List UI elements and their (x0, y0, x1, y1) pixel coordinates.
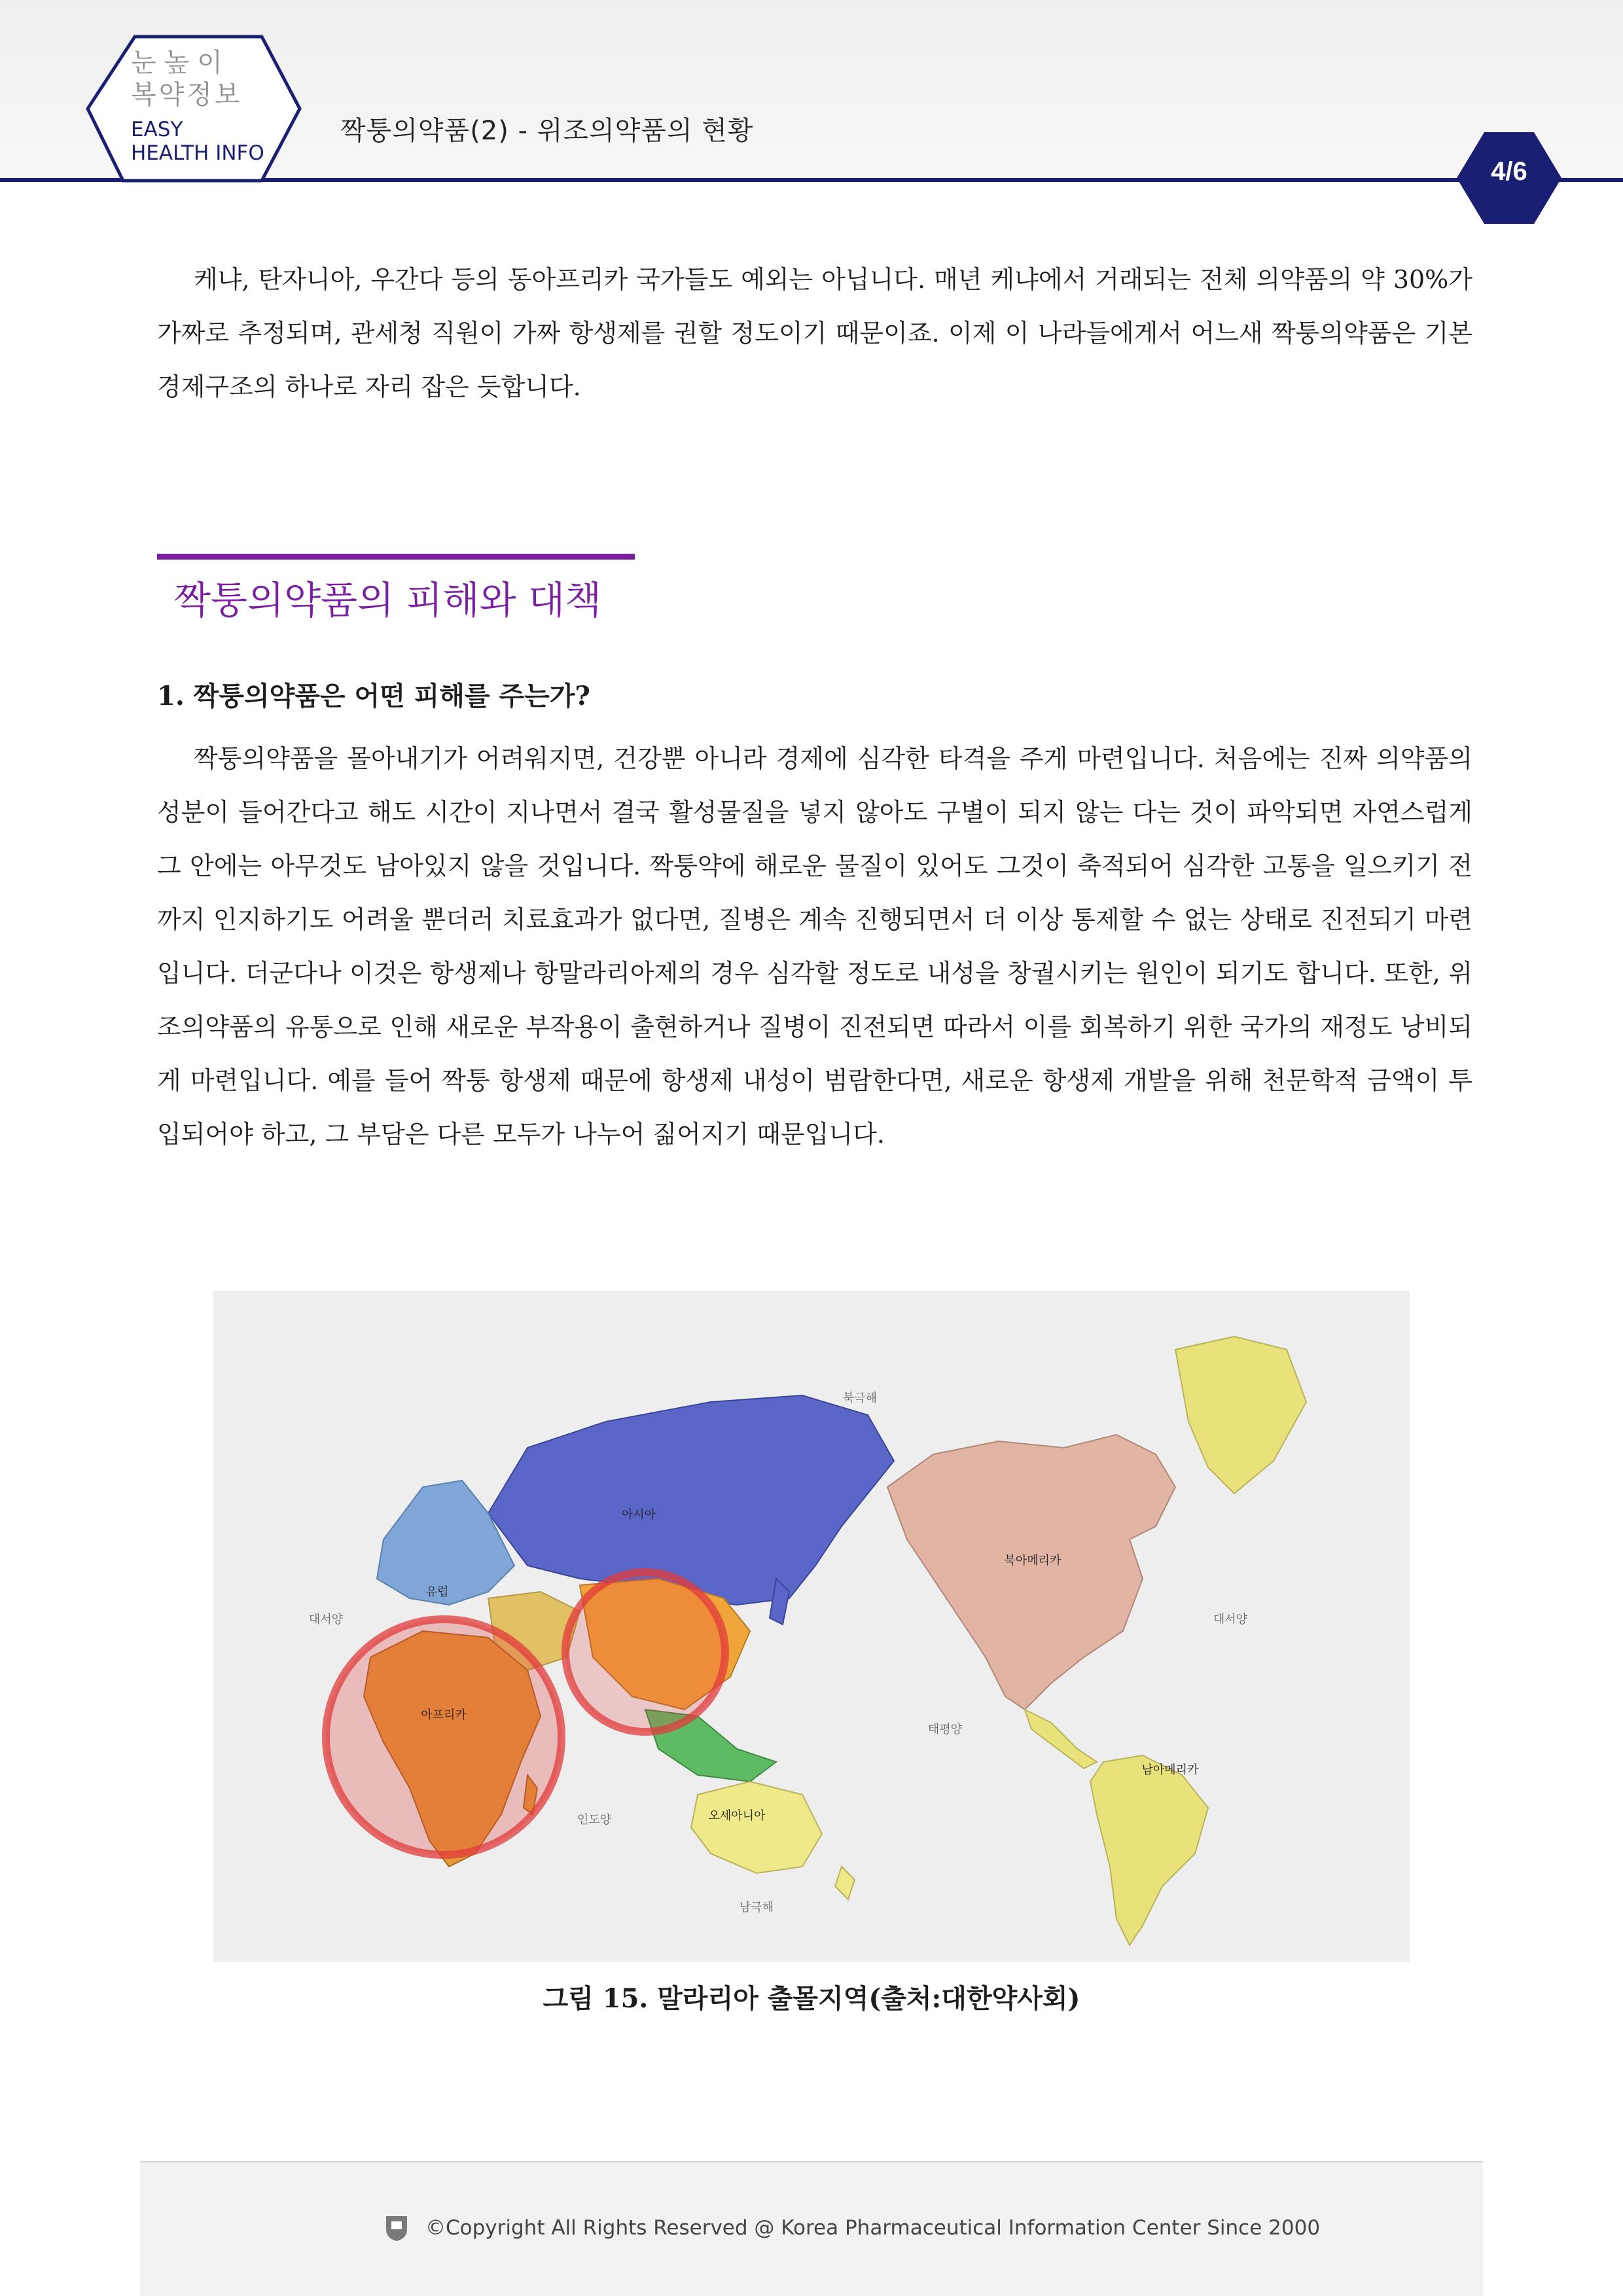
section-title: 짝퉁의약품의 피해와 대책 (174, 578, 602, 622)
body-paragraph: 짝퉁의약품을 몰아내기가 어려워지면, 건강뿐 아니라 경제에 심각한 타격을 주게 마련입니다. 처음에는 진짜 의약품의 성분이 들어간다고 해도 시간이 지나면서 결국 활성물질을 넣지 않아도 구별이 되지 않는 다는 것이 파악되면 자연스럽게 그 안에는 아무것도 남아있지 않을 것입니다. 짝퉁약에 해로운 물질이 있어도 그것이 축적되어 심각한 고통을 일으키기 전까지 인지하기도 어려울 뿐더러 치료효과가 없다면, 질병은 계속 진행되면서 더 이상 통제할 수 없는 상태로 진전되기 마련입니다. 더군다나 이것은 항생제나 항말라리아제의 경우 심각할 정도로 내성을 창궐시키는 원인이 되기도 합니다. 또한, 위조의약품의 유통으로 인해 새로운 부작용이 출현하거나 질병이 진전되면 따라서 이를 회복하기 위한 국가의 재정도 낭비되게 마련입니다. 예를 들어 짝퉁 항생제 때문에 항생제 내성이 범람한다면, 새로운 항생제 개발을 위해 천문학적 금액이 투입되어야 하고, 그 부담은 다른 모두가 나누어 짊어지기 때문입니다. (157, 744, 1472, 1149)
document-title: 짝퉁의약품(2) - 위조의약품의 현황 (340, 116, 754, 146)
greenland-shape (1175, 1336, 1306, 1494)
svg-text:오세아니아 (709, 1809, 766, 1823)
svg-text:대서양 (309, 1613, 344, 1626)
asia-highlight-ring (565, 1572, 725, 1732)
svg-text:태평양 (928, 1722, 963, 1736)
label-indian: 인도양 (577, 1813, 612, 1827)
intro-paragraph: 케냐, 탄자니아, 우간다 등의 동아프리카 국가들도 예외는 아닙니다. 매년 케냐에서 거래되는 전체 의약품의 약 30%가 가짜로 추정되며, 관세청 직원이 가짜 항생제를 권할 정도이기 때문이죠. 이제 이 나라들에게서 어느새 짝퉁의약품은 기본 경제구조의 하나로 자리 잡은 듯합니다. (157, 265, 1472, 401)
australia-shape (691, 1782, 822, 1873)
label-atlantic-west: 대서양 (308, 1613, 344, 1626)
africa-highlight-ring (326, 1619, 562, 1855)
world-map-figure (213, 1291, 1410, 1962)
copyright-text: ©Copyright All Rights Reserved @ Korea Pharmaceutical Information Center Since 2000 (425, 2216, 1321, 2240)
label-oceania: 오세아니아 (708, 1809, 766, 1823)
new-zealand-shape (835, 1867, 855, 1899)
section-accent-bar (157, 554, 635, 560)
shield-icon (383, 2214, 410, 2242)
label-europe: 유럽 (425, 1585, 449, 1599)
svg-text:인도양 (577, 1812, 612, 1827)
north-america-shape (887, 1435, 1175, 1710)
figure-caption: 그림 15. 말라리아 출몰지역(출처:대한약사회) (543, 1983, 1080, 2014)
svg-text:북극해 (843, 1391, 877, 1405)
label-pacific: 태평양 (927, 1723, 963, 1736)
label-arctic: 북극해 (842, 1391, 878, 1405)
label-africa: 아프리카 (421, 1708, 467, 1722)
south-america-shape (1090, 1755, 1208, 1945)
logo (131, 47, 281, 165)
svg-text:아프리카 (421, 1708, 467, 1722)
label-north-america: 북아메리카 (1004, 1554, 1061, 1568)
logo-line-4: HEALTH INFO (131, 141, 264, 165)
world-map (213, 1291, 1410, 1962)
svg-text:북아메리카 (1005, 1554, 1062, 1568)
central-america-shape (1025, 1710, 1097, 1768)
label-antarctic: 남극해 (739, 1901, 774, 1914)
svg-text:남극해 (740, 1901, 774, 1914)
svg-text:아시아 (622, 1508, 656, 1522)
label-atlantic-east: 대서양 (1213, 1613, 1248, 1626)
asia-shape (488, 1395, 894, 1605)
page-number: 4/6 (1491, 157, 1527, 186)
label-south-america: 남아메리카 (1141, 1763, 1199, 1777)
logo-line-2: 복약정보 (131, 80, 243, 110)
svg-text:대서양 (1213, 1613, 1248, 1626)
logo-line-3: EASY (131, 118, 183, 141)
logo-line-1: 눈높이 (131, 48, 230, 78)
svg-text:유럽 (426, 1585, 449, 1599)
svg-text:남아메리카 (1142, 1763, 1200, 1777)
subheading: 1. 짝퉁의약품은 어떤 피해를 주는가? (157, 681, 590, 711)
label-asia: 아시아 (621, 1508, 656, 1522)
